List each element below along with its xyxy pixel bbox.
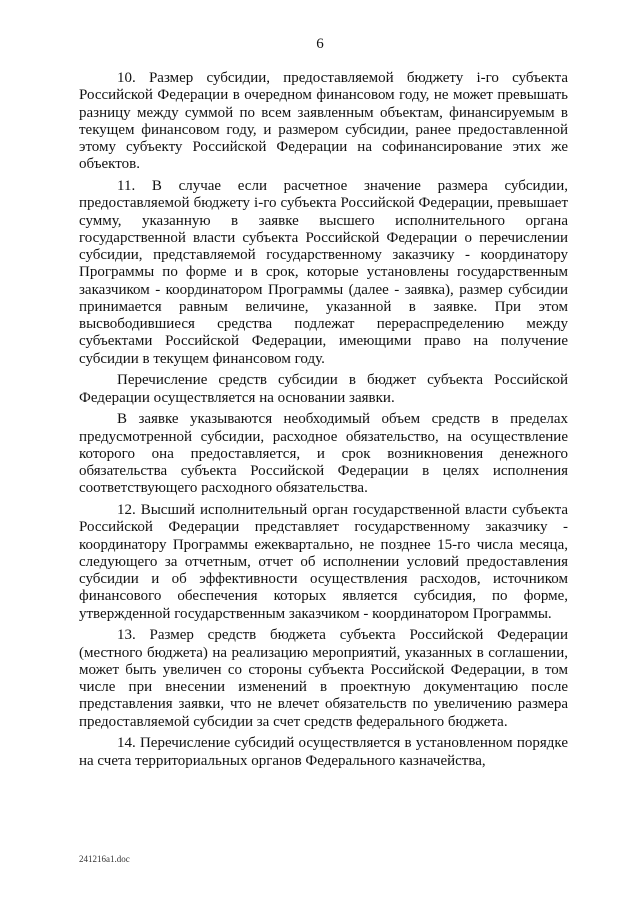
footer-file-name: 241216a1.doc — [79, 854, 130, 864]
paragraph-11-subsidy-calculation: 11. В случае если расчетное значение размера субсидии, предоставляемой бюджету i-го субъекта Российской Федерации, превышает сумму, указанную в заявке высшего исполнительного органа государственной власти субъекта Российской Федерации о перечислении субсидии, представляемой государственному заказчику - координатору Программы по форме и в срок, которые установлены государственным заказчиком - координатором Программы (далее - заявка), размер субсидии принимается равным величине, указанной в заявке. При этом высвободившиеся средства подлежат перераспределению между субъектами Российской Федерации, имеющими право на получение субсидии в текущем финансовом году. — [79, 178, 568, 367]
paragraph-12-quarterly-report: 12. Высший исполнительный орган государственной власти субъекта Российской Федерации представляет государственному заказчику - координатору Программы ежеквартально, не позднее 15-го числа месяца, следующего за отчетным, отчет об исполнении условий предоставления субсидии и об эффективности осуществления расходов, источником финансового обеспечения которых является субсидия, по форме, утвержденной государственным заказчиком - координатором Программы. — [79, 502, 568, 622]
document-body — [79, 70, 568, 770]
paragraph-subsidy-transfer: Перечисление средств субсидии в бюджет субъекта Российской Федерации осуществляется на основании заявки. — [79, 372, 568, 406]
paragraph-14-transfer-procedure: 14. Перечисление субсидий осуществляется в установленном порядке на счета территориальных органов Федерального казначейства, — [79, 735, 568, 769]
paragraph-13-budget-increase: 13. Размер средств бюджета субъекта Российской Федерации (местного бюджета) на реализацию мероприятий, указанных в соглашении, может быть увеличен со стороны субъекта Российской Федерации, в том числе при внесении изменений в проектную документацию после представления заявки, что не влечет обязательств по увеличению размера предоставляемой субсидии за счет средств федерального бюджета. — [79, 627, 568, 730]
paragraph-application-contents: В заявке указываются необходимый объем средств в пределах предусмотренной субсидии, расходное обязательство, на осуществление которого она предоставляется, и срок возникновения денежного обязательства субъекта Российской Федерации в целях исполнения соответствующего расходного обязательства. — [79, 411, 568, 497]
page-number: 6 — [316, 36, 324, 52]
paragraph-10-subsidy-limit: 10. Размер субсидии, предоставляемой бюджету i-го субъекта Российской Федерации в очередном финансовом году, не может превышать разницу между суммой по всем заявленным объектам, финансируемым в текущем финансовом году, и размером субсидии, ранее предоставленной этому субъекту Российской Федерации на софинансирование этих же объектов. — [79, 70, 568, 173]
